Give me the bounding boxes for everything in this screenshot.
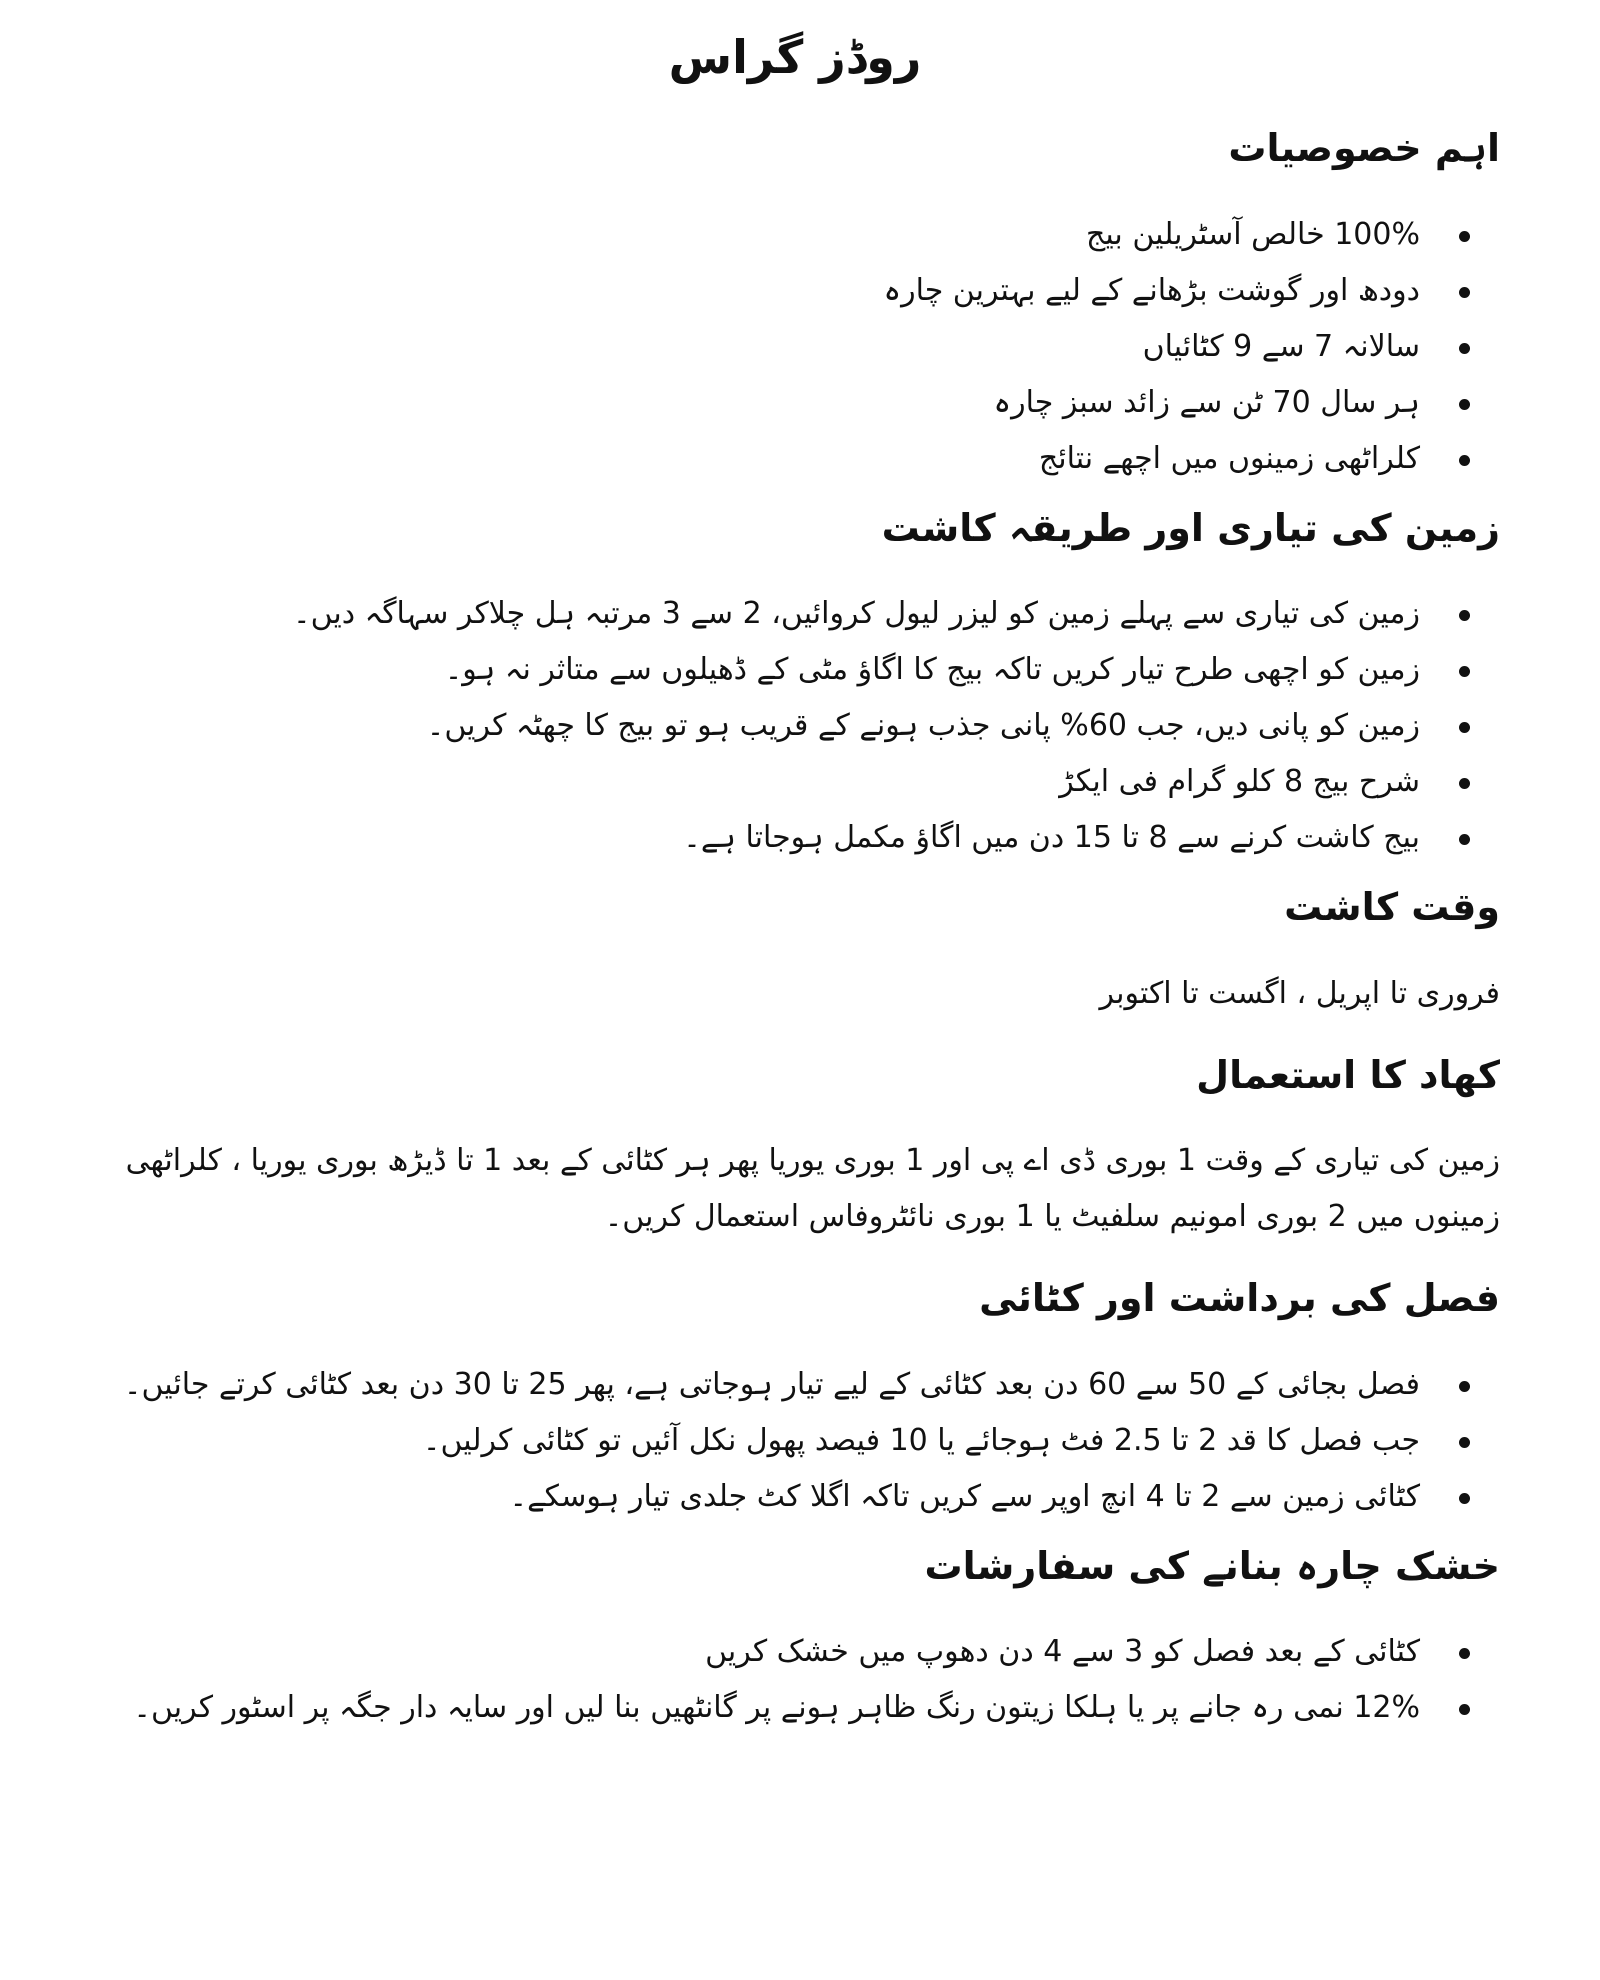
list-item: ہر سال 70 ٹن سے زائد سبز چارہ bbox=[90, 375, 1420, 431]
list-item: کٹائی زمین سے 2 تا 4 انچ اوپر سے کریں تاکہ اگلا کٹ جلدی تیار ہوسکے۔ bbox=[90, 1469, 1420, 1525]
list-item: جب فصل کا قد 2 تا 2.5 فٹ ہوجائے یا 10 فیصد پھول نکل آئیں تو کٹائی کرلیں۔ bbox=[90, 1413, 1420, 1469]
section-heading-land-preparation: زمین کی تیاری اور طریقہ کاشت bbox=[881, 505, 1500, 550]
list-item: دودھ اور گوشت بڑھانے کے لیے بہترین چارہ bbox=[90, 263, 1420, 319]
list-item: بیج کاشت کرنے سے 8 تا 15 دن میں اگاؤ مکمل ہوجاتا ہے۔ bbox=[90, 810, 1420, 866]
features-list bbox=[90, 207, 1500, 487]
list-item: کلراٹھی زمینوں میں اچھے نتائج bbox=[90, 431, 1420, 487]
section-heading-hay-making: خشک چارہ بنانے کی سفارشات bbox=[924, 1543, 1500, 1588]
section-heading-features: اہم خصوصیات bbox=[1228, 126, 1500, 171]
section-heading-fertilizer: کھاد کا استعمال bbox=[1196, 1052, 1500, 1097]
list-item: زمین کو اچھی طرح تیار کریں تاکہ بیج کا اگاؤ مٹی کے ڈھیلوں سے متاثر نہ ہو۔ bbox=[90, 642, 1420, 698]
list-item: شرح بیج 8 کلو گرام فی ایکڑ bbox=[90, 754, 1420, 810]
list-item: 100% خالص آسٹریلین بیج bbox=[90, 207, 1420, 263]
list-item: زمین کی تیاری سے پہلے زمین کو لیزر لیول کروائیں، 2 سے 3 مرتبہ ہل چلاکر سہاگہ دیں۔ bbox=[90, 586, 1420, 642]
section-heading-sowing-time: وقت کاشت bbox=[1284, 885, 1500, 930]
list-item: زمین کو پانی دیں، جب 60% پانی جذب ہونے کے قریب ہو تو بیج کا چھٹہ کریں۔ bbox=[90, 698, 1420, 754]
list-item: سالانہ 7 سے 9 کٹائیاں bbox=[90, 319, 1420, 375]
list-item: 12% نمی رہ جانے پر یا ہلکا زیتون رنگ ظاہر ہونے پر گانٹھیں بنا لیں اور سایہ دار جگہ پر اسٹور کریں۔ bbox=[90, 1680, 1420, 1736]
list-item: کٹائی کے بعد فصل کو 3 سے 4 دن دھوپ میں خشک کریں bbox=[90, 1624, 1420, 1680]
sowing-time-text: فروری تا اپریل ، اگست تا اکتوبر bbox=[1099, 975, 1500, 1011]
land-preparation-list bbox=[90, 586, 1500, 866]
section-heading-harvest: فصل کی برداشت اور کٹائی bbox=[979, 1276, 1500, 1321]
document-title: روڈز گراس bbox=[668, 30, 922, 84]
harvest-list bbox=[90, 1357, 1500, 1525]
fertilizer-text: زمین کی تیاری کے وقت 1 بوری ڈی اے پی اور 1 بوری یوریا پھر ہر کٹائی کے بعد 1 تا ڈیڑھ بوری یوریا ، کلراٹھی زمینوں میں 2 بوری امونیم سلفیٹ یا 1 بوری نائٹروفاس استعمال کریں۔ bbox=[125, 1143, 1500, 1235]
hay-making-list bbox=[90, 1624, 1500, 1736]
list-item: فصل بجائی کے 50 سے 60 دن بعد کٹائی کے لیے تیار ہوجاتی ہے، پھر 25 تا 30 دن بعد کٹائی کرتے جائیں۔ bbox=[90, 1357, 1420, 1413]
